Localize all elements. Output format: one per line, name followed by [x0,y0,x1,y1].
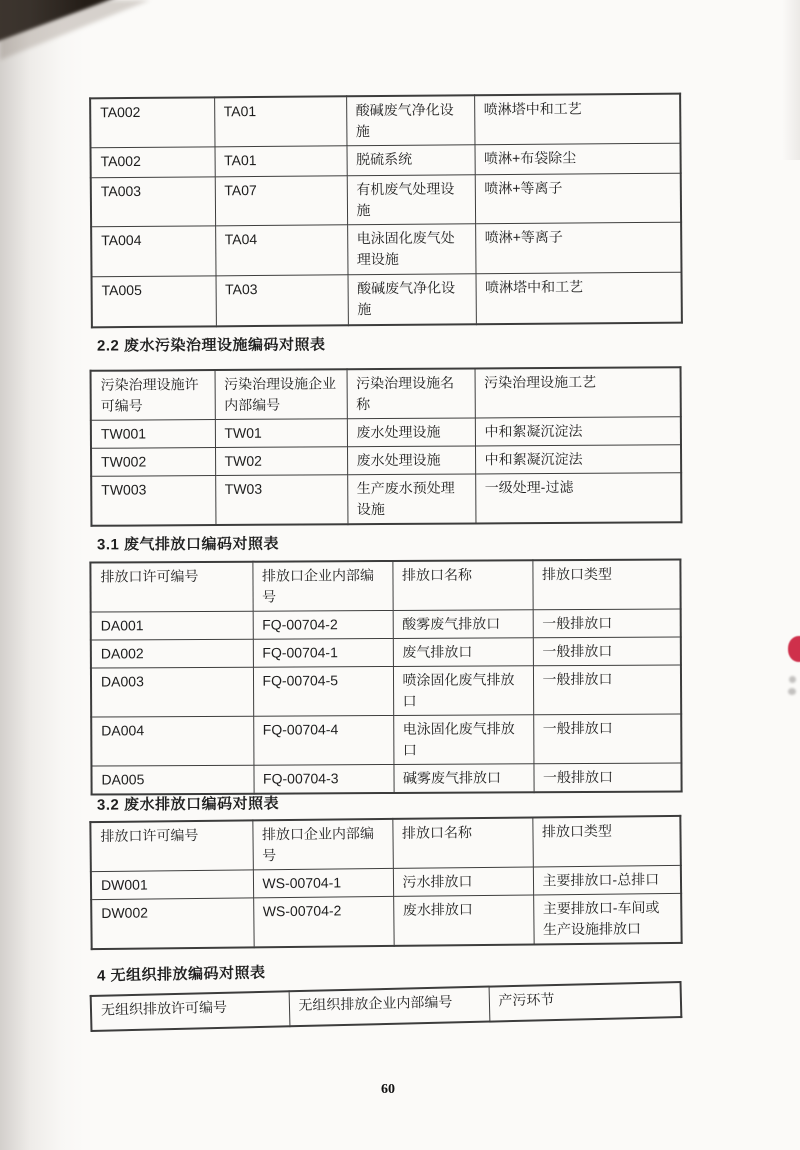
table-cell: TA07 [215,176,347,226]
table-row [91,637,681,668]
table-cell: 废水处理设施 [347,446,475,475]
table-cell: TA002 [90,97,214,147]
table-cell: 一级处理-过滤 [475,473,681,524]
table-cell: 一般排放口 [533,609,681,638]
table-cell: 喷淋塔中和工艺 [476,272,682,324]
waste-gas-outfall-table [89,558,682,795]
column-header: 产污环节 [489,982,682,1022]
table-cell: 一般排放口 [533,637,681,666]
table-cell: FQ-00704-2 [253,610,393,639]
table-cell: FQ-00704-5 [253,666,393,716]
section-title-water-outfall: 3.2 废水排放口编码对照表 [96,795,280,814]
table-cell: 有机废气处理设施 [347,175,475,225]
table-cell: FQ-00704-4 [253,715,393,765]
table-cell: DA003 [91,667,253,717]
column-header: 排放口许可编号 [90,820,253,871]
table-cell: WS-00704-1 [253,868,393,897]
table-cell: 碱雾废气排放口 [393,764,533,793]
column-header: 排放口类型 [532,816,681,867]
table-header-row [91,982,682,1031]
table-row [90,94,680,148]
column-header: 排放口许可编号 [90,562,252,612]
table-row [91,665,681,717]
table-cell: 酸碱废气净化设施 [346,95,474,146]
table-cell: TA003 [91,177,215,227]
wastewater-outfall-table [89,815,682,950]
column-header: 排放口类型 [532,559,680,609]
table-cell: 喷淋+等离子 [475,222,681,274]
table-row [91,143,681,178]
table-cell: TA01 [214,146,346,177]
table-row [91,417,681,449]
table-cell: 一般排放口 [533,665,681,715]
table-cell: TA03 [216,275,348,326]
right-edge-scan-shadow [782,0,800,160]
table-cell: 主要排放口-车间或生产设施排放口 [533,893,682,944]
scan-speck [788,688,796,695]
table-cell: 废气排放口 [393,638,533,667]
table-header-row [90,816,680,872]
fugitive-emission-table [90,981,683,1032]
table-cell: DA001 [91,611,253,640]
table-header-row [91,367,681,420]
red-seal-fragment-icon [788,636,800,662]
column-header: 排放口名称 [392,560,532,610]
table-cell: 中和絮凝沉淀法 [475,417,681,446]
table-row [91,473,681,526]
table-cell: TA005 [92,276,216,327]
table-cell: TW002 [91,448,215,477]
column-header: 无组织排放许可编号 [91,991,290,1031]
table-row [91,893,681,949]
table-cell: DW002 [91,898,254,949]
table-cell: DA004 [91,716,253,766]
section-title-fugitive-emission: 4 无组织排放编码对照表 [96,964,266,985]
table-cell: TA002 [91,147,215,178]
table-cell: TW001 [91,420,215,449]
table-cell: 中和絮凝沉淀法 [475,445,681,474]
table-cell: 酸雾废气排放口 [393,610,533,639]
page-content [90,0,690,1150]
table-cell: 酸碱废气净化设施 [348,274,476,325]
table-cell: TW003 [91,476,215,526]
column-header: 污染治理设施名称 [347,368,475,418]
table-row [91,714,681,766]
table-cell: DA002 [91,639,253,668]
wastewater-treatment-facility-table [90,366,683,527]
table-cell: 主要排放口-总排口 [533,865,681,895]
table-cell: 喷淋+等离子 [475,173,681,224]
table-cell: 污水排放口 [393,867,533,896]
table-cell: 喷涂固化废气排放口 [393,666,533,716]
table-cell: 一般排放口 [533,714,681,764]
column-header: 排放口企业内部编号 [252,819,393,870]
table-cell: 废水排放口 [393,895,534,946]
table-cell: TA01 [214,96,346,147]
table-cell: 喷淋+布袋除尘 [474,143,680,175]
table-cell: 一般排放口 [533,763,681,792]
table-cell: FQ-00704-1 [253,638,393,667]
table-cell: 脱硫系统 [346,145,474,176]
column-header: 污染治理设施企业内部编号 [215,369,347,419]
table-cell: 电泳固化废气排放口 [393,715,533,765]
left-edge-scan-shadow [0,0,85,1150]
scan-speck [789,676,796,683]
table-cell: WS-00704-2 [253,896,394,947]
table-cell: 喷淋塔中和工艺 [474,94,680,145]
table-row [91,763,681,795]
table-cell: DA005 [91,765,253,794]
page-number: 60 [381,1082,395,1097]
table-cell: TW03 [215,475,347,525]
column-header: 排放口名称 [392,817,533,868]
table-cell: FQ-00704-3 [253,764,393,793]
table-cell: DW001 [91,870,253,900]
table-cell: TW02 [215,447,347,476]
column-header: 污染治理设施许可编号 [91,370,215,420]
table-row [91,173,681,227]
section-title-gas-outfall: 3.1 废气排放口编码对照表 [96,535,280,554]
table-cell: 电泳固化废气处理设施 [347,224,475,275]
table-header-row [90,559,680,612]
section-title-wastewater-facility: 2.2 废水污染治理设施编码对照表 [96,336,326,355]
column-header: 无组织排放企业内部编号 [289,987,490,1027]
table-cell: 废水处理设施 [347,418,475,447]
table-row [91,609,681,640]
waste-gas-treatment-facility-table [89,93,683,328]
column-header: 污染治理设施工艺 [475,367,681,418]
table-cell: TA04 [215,225,347,276]
table-cell: 生产废水预处理设施 [347,474,475,524]
table-cell: TW01 [215,419,347,448]
column-header: 排放口企业内部编号 [252,561,392,611]
table-row [92,272,682,327]
table-row [91,222,681,277]
table-cell: TA004 [91,226,215,277]
table-row [91,445,681,477]
